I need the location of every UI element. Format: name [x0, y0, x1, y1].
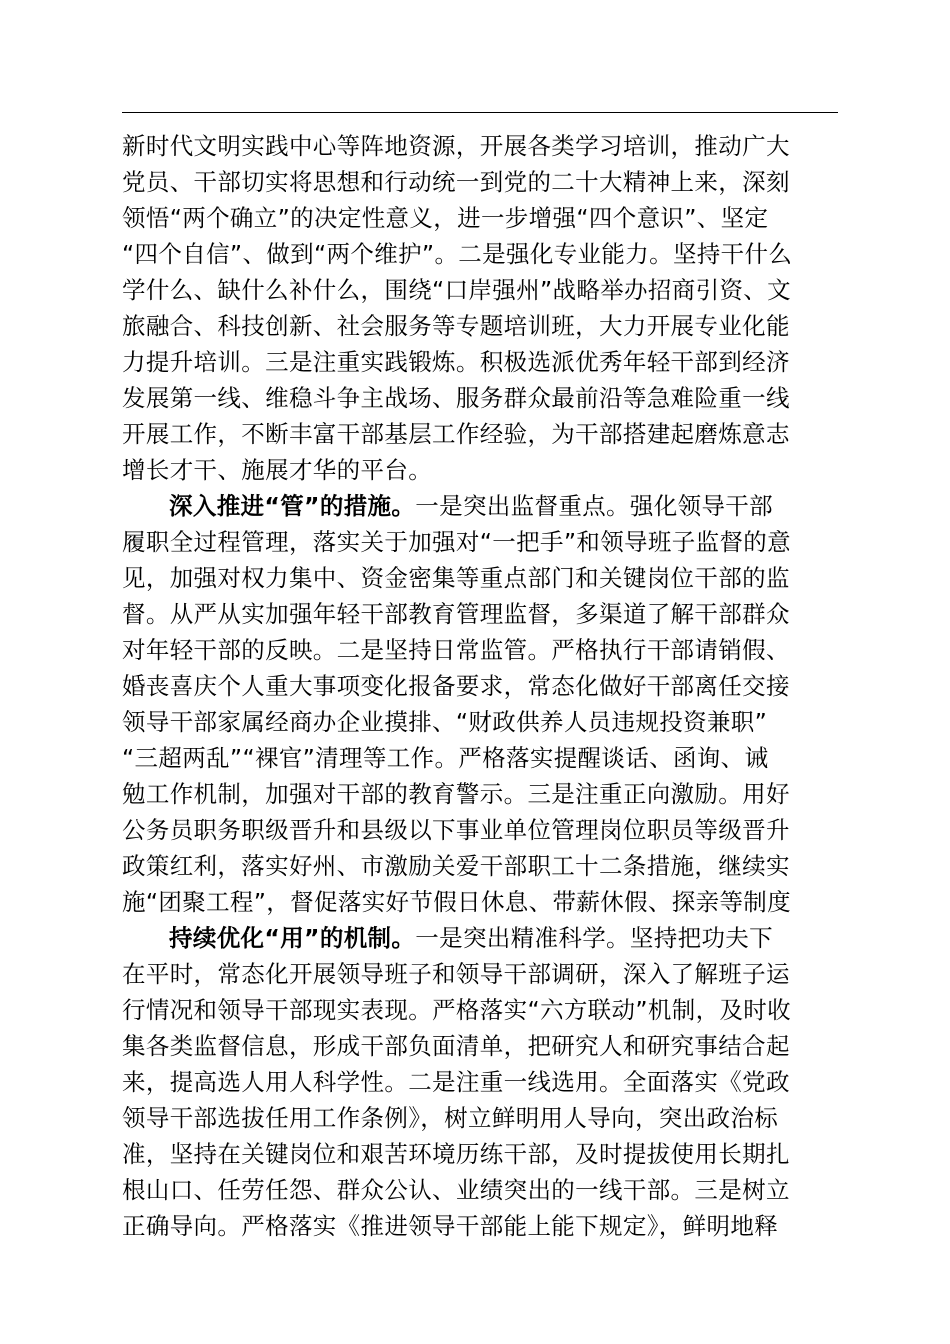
text-line: 准，坚持在关键岗位和艰苦环境历练干部，及时提拔使用长期扎 [122, 1140, 790, 1168]
section-text: 一是突出监督重点。强化领导干部 [415, 492, 773, 520]
body-text [122, 128, 838, 1244]
text-line: 婚丧喜庆个人重大事项变化报备要求，常态化做好干部离任交接 [122, 672, 790, 700]
text-line: 力提升培训。三是注重实践锻炼。积极选派优秀年轻干部到经济 [122, 348, 790, 376]
text-line: 领导干部选拔任用工作条例》，树立鲜明用人导向，突出政治标 [122, 1104, 779, 1132]
text-line: 党员、干部切实将思想和行动统一到党的二十大精神上来，深刻 [122, 168, 790, 196]
section-first-line [122, 920, 838, 956]
section-text: 一是突出精准科学。坚持把功夫下 [415, 924, 773, 952]
text-line: 旅融合、科技创新、社会服务等专题培训班，大力开展专业化能 [122, 312, 790, 340]
text-line: 施“团聚工程”，督促落实好节假日休息、带薪休假、探亲等制度 [122, 888, 791, 916]
text-line: 对年轻干部的反映。二是坚持日常监管。严格执行干部请销假、 [122, 636, 790, 664]
text-line: 见，加强对权力集中、资金密集等重点部门和关键岗位干部的监 [122, 564, 790, 592]
text-line: 增长才干、施展才华的平台。 [122, 456, 433, 484]
text-line: 开展工作，不断丰富干部基层工作经验，为干部搭建起磨炼意志 [122, 420, 790, 448]
text-line: 来，提高选人用人科学性。二是注重一线选用。全面落实《党政 [122, 1068, 790, 1096]
text-line: 学什么、缺什么补什么，围绕“口岸强州”战略举办招商引资、文 [122, 276, 791, 304]
text-line: 发展第一线、维稳斗争主战场、服务群众最前沿等急难险重一线 [122, 384, 790, 412]
text-line: 履职全过程管理，落实关于加强对“一把手”和领导班子监督的意 [122, 528, 791, 556]
text-line: 行情况和领导干部现实表现。严格落实“六方联动”机制，及时收 [122, 996, 791, 1024]
text-line: 督。从严从实加强年轻干部教育管理监督，多渠道了解干部群众 [122, 600, 790, 628]
text-line: 根山口、任劳任怨、群众公认、业绩突出的一线干部。三是树立 [122, 1176, 790, 1204]
text-line: 勉工作机制，加强对干部的教育警示。三是注重正向激励。用好 [122, 780, 790, 808]
text-line: 政策红利，落实好州、市激励关爱干部职工十二条措施，继续实 [122, 852, 790, 880]
section-heading: 持续优化“用”的机制。 [169, 924, 416, 952]
text-line: 新时代文明实践中心等阵地资源，开展各类学习培训，推动广大 [122, 132, 790, 160]
text-line: 领导干部家属经商办企业摸排、“财政供养人员违规投资兼职” [122, 708, 768, 736]
text-line: “四个自信”、做到“两个维护”。二是强化专业能力。坚持干什么 [122, 240, 793, 268]
text-line: 领悟“两个确立”的决定性意义，进一步增强“四个意识”、坚定 [122, 204, 769, 232]
text-line: 正确导向。严格落实《推进领导干部能上能下规定》，鲜明地释 [122, 1212, 779, 1240]
text-line: “三超两乱”“裸官”清理等工作。严格落实提醒谈话、函询、诫 [122, 744, 769, 772]
text-line: 公务员职务职级晋升和县级以下事业单位管理岗位职员等级晋升 [122, 816, 790, 844]
header-rule [122, 112, 838, 113]
text-line: 集各类监督信息，形成干部负面清单，把研究人和研究事结合起 [122, 1032, 790, 1060]
text-line: 在平时，常态化开展领导班子和领导干部调研，深入了解班子运 [122, 960, 790, 988]
section-first-line [122, 488, 838, 524]
section-heading: 深入推进“管”的措施。 [169, 492, 416, 520]
